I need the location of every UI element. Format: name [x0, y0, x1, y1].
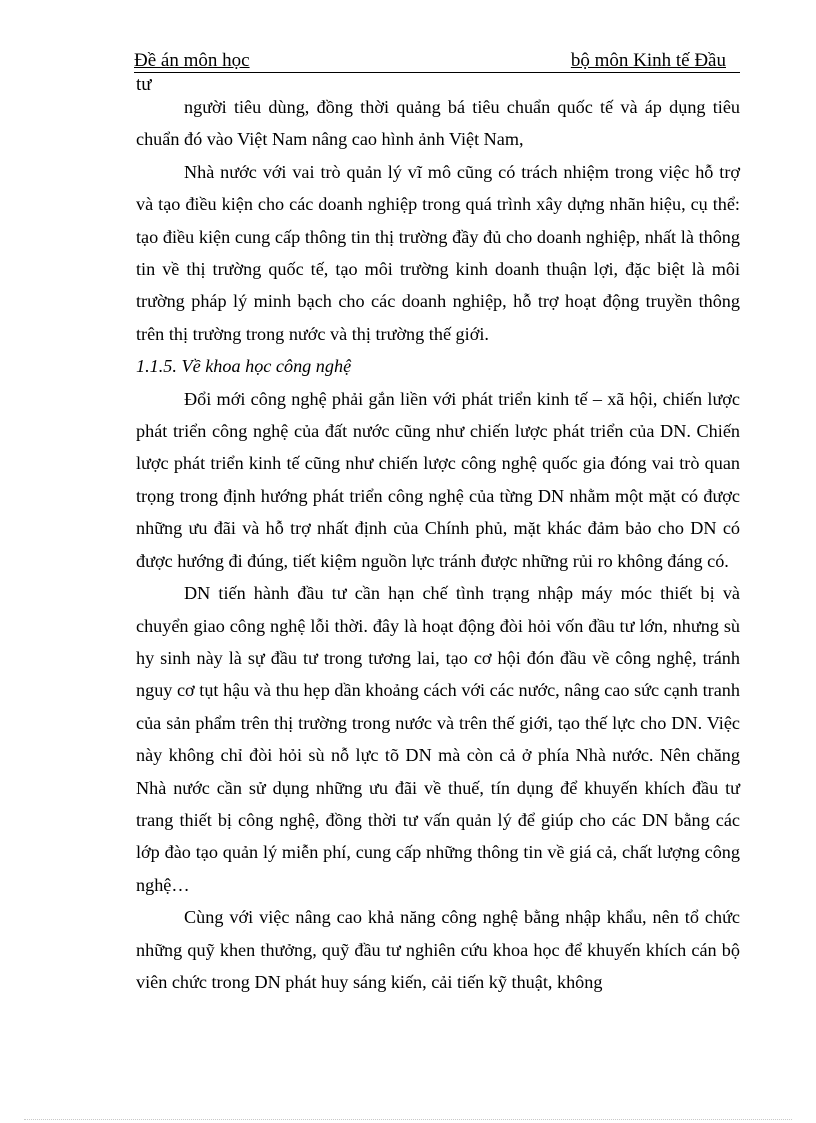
document-body — [136, 91, 740, 998]
paragraph-2: Nhà nước với vai trò quản lý vĩ mô cũng có trách nhiệm trong việc hỗ trợ và tạo điều kiện cho các doanh nghiệp trong quá trình xây dựng nhãn hiệu, cụ thể: tạo điều kiện cung cấp thông tin thị trường đầy đủ cho doanh nghiệp, nhất là thông tin về thị trường quốc tế, tạo môi trường kinh doanh thuận lợi, đặc biệt là môi trường pháp lý minh bạch cho các doanh nghiệp, hỗ trợ hoạt động truyền thông trên thị trường trong nước và thị trường thế giới. — [136, 161, 740, 344]
paragraph-4: DN tiến hành đầu tư cần hạn chế tình trạng nhập máy móc thiết bị và chuyển giao công nghệ lỗi thời. đây là hoạt động đòi hỏi vốn đầu tư lớn, nhưng sù hy sinh này là sự đầu tư trong tương lai, tạo cơ hội đón đầu về công nghệ, tránh nguy cơ tụt hậu và thu hẹp dần khoảng cách với các nước, nâng cao sức cạnh tranh của sản phẩm trên thị trường trong nước và trên thế giới, tạo thế lực cho DN. Việc này không chỉ đòi hỏi sù nỗ lực tõ DN mà còn cả ở phía Nhà nước. Nên chăng Nhà nước cần sử dụng những ưu đãi về thuế, tín dụng để khuyến khích đầu tư trang thiết bị công nghệ, đồng thời tư vấn quản lý để giúp cho các DN bằng các lớp đào tạo quản lý miễn phí, cung cấp những thông tin về giá cả, chất lượng công nghệ… — [136, 583, 740, 895]
section-heading: 1.1.5. Về khoa học công nghệ — [136, 356, 352, 377]
paragraph-5: Cùng với việc nâng cao khả năng công nghệ bằng nhập khẩu, nên tổ chức những quỹ khen thưởng, quỹ đầu tư nghiên cứu khoa học để khuyến khích cán bộ viên chức trong DN phát huy sáng kiến, cải tiến kỹ thuật, không — [136, 907, 740, 992]
header-department-continued: tư — [136, 74, 152, 95]
header-department: bộ môn Kinh tế Đầu — [570, 50, 726, 71]
page-header — [134, 50, 740, 73]
paragraph-1: người tiêu dùng, đồng thời quảng bá tiêu chuẩn quốc tế và áp dụng tiêu chuẩn đó vào Việt Nam nâng cao hình ảnh Việt Nam, — [136, 97, 740, 150]
paragraph-3: Đổi mới công nghệ phải gắn liền với phát triển kinh tế – xã hội, chiến lược phát triển công nghệ của đất nước cũng như chiến lược phát triển của DN. Chiến lược phát triển kinh tế cũng như chiến lược công nghệ quốc gia đóng vai trò quan trọng trong định hướng phát triển công nghệ của từng DN nhằm một mặt có được những ưu đãi và hỗ trợ nhất định của Chính phủ, mặt khác đảm bảo cho DN có được hướng đi đúng, tiết kiệm nguồn lực tránh được những rủi ro không đáng có. — [136, 388, 740, 571]
page-bottom-divider — [24, 1119, 792, 1120]
header-course-title: Đề án môn học — [134, 50, 250, 71]
